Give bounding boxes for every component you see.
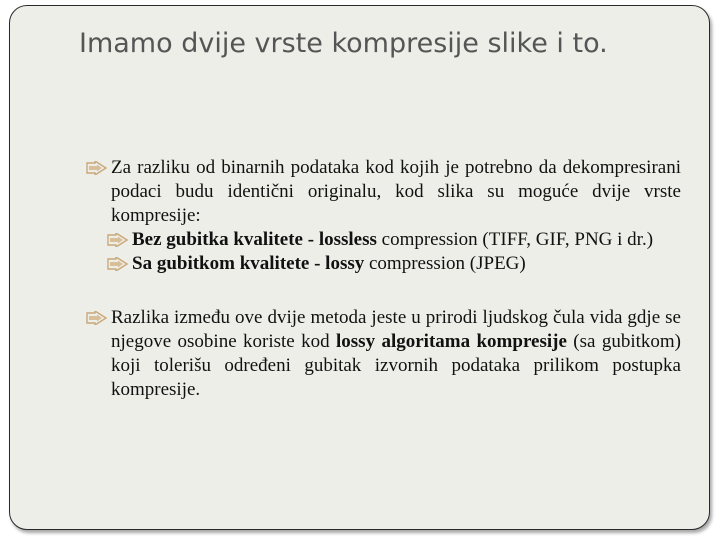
bullet-item — [86, 306, 681, 402]
arrow-bullet-icon — [107, 257, 129, 271]
slide-title: Imamo dvije vrste kompresije slike i to. — [79, 28, 608, 59]
sub-bullet-item — [107, 228, 681, 252]
arrow-bullet-icon — [107, 233, 129, 247]
bullet-item — [86, 156, 681, 228]
slide — [9, 5, 710, 530]
bullet-bold-text: lossy algoritama kompresije — [336, 331, 567, 352]
bullet-text: (sa gubitkom) koji tolerišu određeni gubitak izvornih podataka prilikom postupka kompresije. — [111, 331, 681, 400]
sub-bullet-item — [107, 252, 681, 276]
sub-bullet-bold-text: Bez gubitka kvalitete - lossless — [132, 229, 377, 250]
sub-bullet-text: compression (TIFF, GIF, PNG i dr.) — [376, 229, 654, 250]
bullet-text: Razlika između ove dvije metoda jeste u prirodi ljudskog čula vida gdje se njegove osobine koriste kod — [111, 307, 681, 352]
arrow-bullet-icon — [86, 161, 108, 175]
sub-bullet-text: compression (JPEG) — [364, 253, 526, 274]
slide-content — [86, 156, 681, 402]
bullet-text: Za razliku od binarnih podataka kod kojih je potrebno da dekompresirani podaci budu identični originalu, kod slika su moguće dvije vrste kompresije: — [111, 157, 681, 226]
arrow-bullet-icon — [86, 311, 108, 325]
sub-bullet-bold-text: Sa gubitkom kvalitete - lossy — [132, 253, 365, 274]
